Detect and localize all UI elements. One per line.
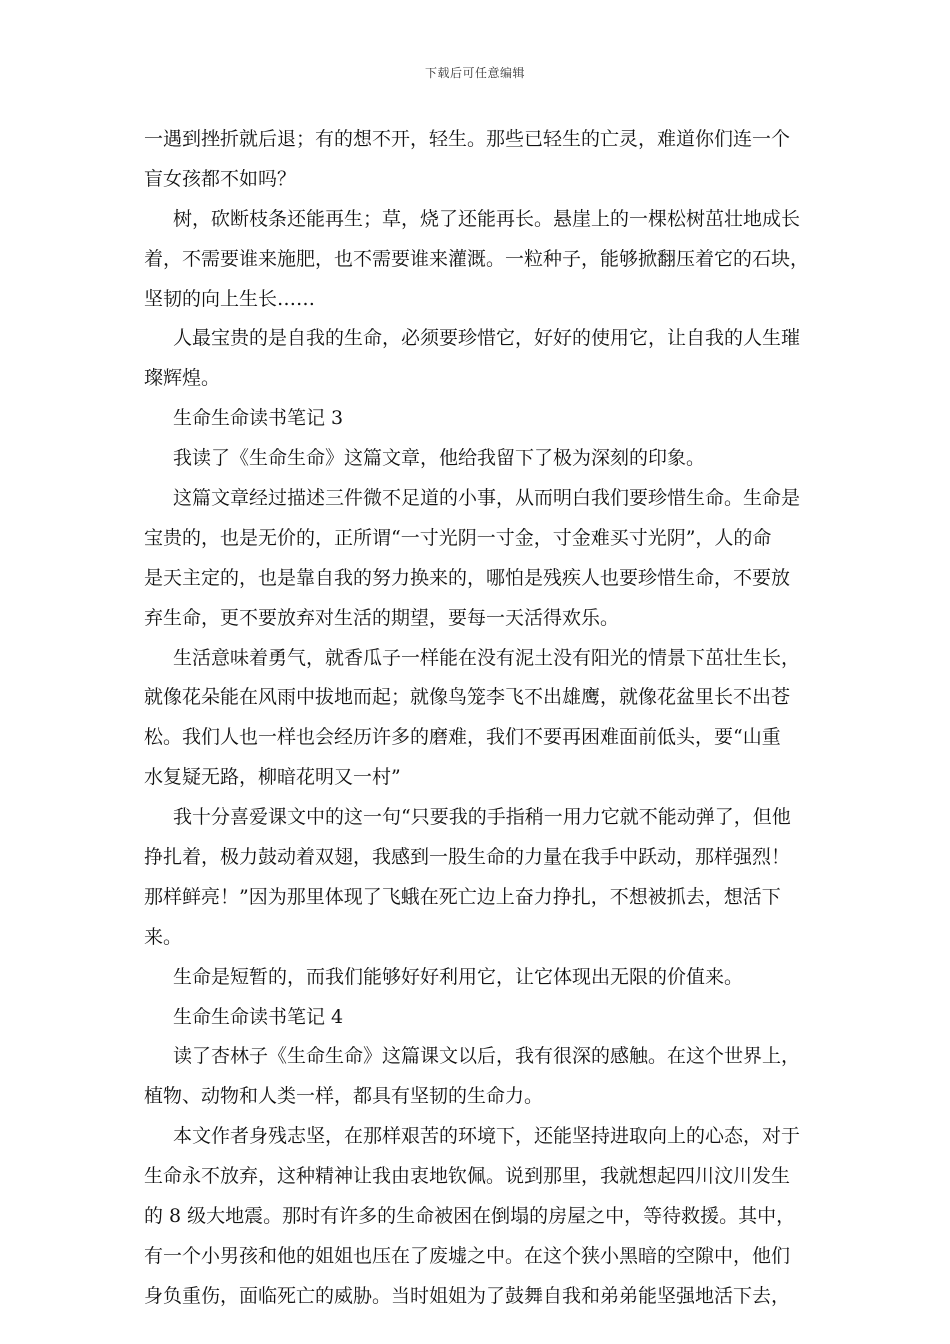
- text-line: 挣扎着，极力鼓动着双翅，我感到一股生命的力量在我手中跃动，那样强烈！: [144, 846, 791, 869]
- text-line: 就像花朵能在风雨中拔地而起；就像鸟笼李飞不出雄鹰，就像花盆里长不出苍: [144, 686, 791, 709]
- text-line: 人最宝贵的是自我的生命，必须要珍惜它，好好的使用它，让自我的人生璀: [173, 327, 801, 350]
- text-line: 读了杏林子《生命生命》这篇课文以后，我有很深的感触。在这个世界上，: [173, 1045, 801, 1068]
- text-line: 这篇文章经过描述三件微不足道的小事，从而明白我们要珍惜生命。生命是: [173, 487, 801, 510]
- text-line: 有一个小男孩和他的姐姐也压在了废墟之中。在这个狭小黑暗的空隙中，他们: [144, 1244, 791, 1267]
- page-header: 下载后可任意编辑: [424, 66, 525, 80]
- text-line: 生命生命读书笔记 3: [173, 407, 344, 430]
- text-line: 生活意味着勇气，就香瓜子一样能在没有泥土没有阳光的情景下茁壮生长，: [173, 646, 801, 669]
- text-line: 松。我们人也一样也会经历许多的磨难，我们不要再困难面前低头，要“山重: [144, 726, 781, 749]
- text-line: 本文作者身残志坚，在那样艰苦的环境下，还能坚持进取向上的心态，对于: [173, 1125, 801, 1148]
- text-line: 我读了《生命生命》这篇文章，他给我留下了极为深刻的印象。: [173, 447, 706, 470]
- text-line: 植物、动物和人类一样，都具有坚韧的生命力。: [144, 1085, 544, 1108]
- text-line: 是天主定的，也是靠自我的努力换来的，哪怕是残疾人也要珍惜生命，不要放: [144, 566, 791, 589]
- text-line: 身负重伤，面临死亡的威胁。当时姐姐为了鼓舞自我和弟弟能坚强地活下去，: [144, 1284, 791, 1307]
- text-line: 生命生命读书笔记 4: [173, 1005, 344, 1028]
- text-line: 着，不需要谁来施肥，也不需要谁来灌溉。一粒种子，能够掀翻压着它的石块，: [144, 247, 810, 270]
- text-line: 的 8 级大地震。那时有许多的生命被困在倒塌的房屋之中，等待救援。其中，: [144, 1205, 796, 1228]
- text-line: 宝贵的，也是无价的，正所谓“一寸光阴一寸金，寸金难买寸光阴”，人的命: [144, 526, 772, 549]
- text-line: 坚韧的向上生长……: [144, 287, 316, 310]
- text-line: 一遇到挫折就后退；有的想不开，轻生。那些已轻生的亡灵，难道你们连一个: [144, 128, 791, 150]
- text-line: 我十分喜爱课文中的这一句“只要我的手指稍一用力它就不能动弹了，但他: [173, 806, 791, 829]
- text-line: 弃生命，更不要放弃对生活的期望，要每一天活得欢乐。: [144, 606, 620, 629]
- text-line: 那样鲜亮！”因为那里体现了飞蛾在死亡边上奋力挣扎，不想被抓去，想活下: [144, 885, 781, 908]
- text-line: 来。: [144, 925, 183, 948]
- text-line: 璨辉煌。: [144, 367, 221, 390]
- text-line: 盲女孩都不如吗？: [144, 167, 297, 190]
- document-body: [144, 120, 816, 1317]
- text-line: 生命永不放弃，这种精神让我由衷地钦佩。说到那里，我就想起四川汶川发生: [144, 1165, 791, 1188]
- text-line: 生命是短暂的，而我们能够好好利用它，让它体现出无限的价值来。: [173, 965, 744, 988]
- text-line: 树，砍断枝条还能再生；草，烧了还能再长。悬崖上的一棵松树茁壮地成长: [173, 207, 801, 230]
- text-line: 水复疑无路，柳暗花明又一村”: [144, 766, 401, 789]
